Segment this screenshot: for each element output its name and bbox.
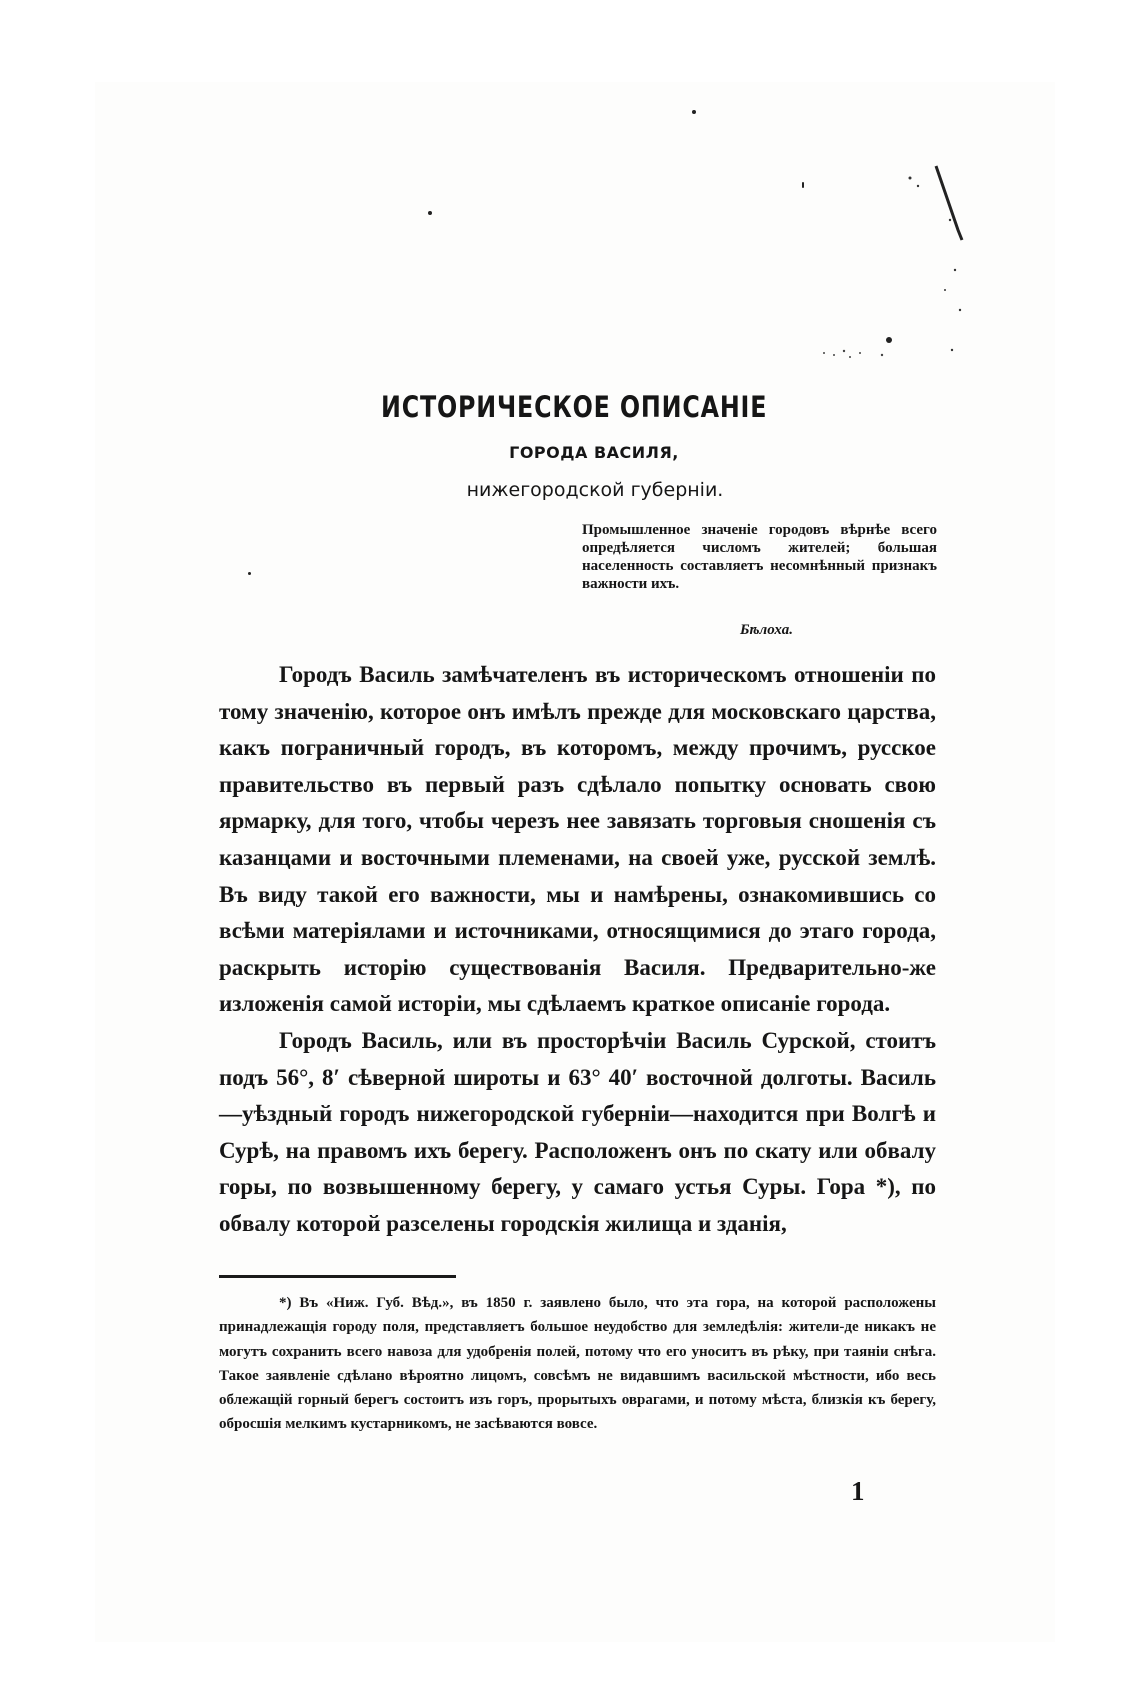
main-text	[219, 657, 936, 1243]
scan-speck	[886, 337, 892, 343]
scan-speck	[692, 110, 696, 114]
scan-speck	[428, 211, 432, 215]
scan-speck	[248, 572, 251, 575]
scan-edge-mark	[900, 160, 980, 380]
footnote	[219, 1291, 936, 1437]
region-text: нижегородской губерніи.	[466, 479, 724, 501]
epigraph-author: Бѣлоха.	[740, 622, 793, 638]
scan-noise	[820, 345, 900, 365]
region-line	[0, 479, 1140, 501]
page-title: ИСТОРИЧЕСКОЕ ОПИСАНІЕ	[380, 390, 768, 424]
page-number: 1	[851, 1476, 865, 1506]
footnote-divider	[219, 1275, 456, 1278]
subtitle-text: ГОРОДА ВАСИЛЯ,	[509, 443, 679, 462]
epigraph: Промышленное значеніе городовъ вѣрнѣе всего опредѣляется числомъ жителей; большая населенность составляетъ несомнѣнный признакъ важности ихъ.	[582, 522, 937, 592]
scan-speck	[802, 182, 804, 188]
subtitle	[0, 443, 1140, 462]
paragraph: Городъ Василь, или въ просторѣчіи Василь Сурской, стоитъ подъ 56°, 8′ сѣверной широты и 63° 40′ восточной долготы. Василь—уѣздный городъ нижегородской губерніи—находится при Волгѣ и Сурѣ, на правомъ ихъ берегу. Расположенъ онъ по скату или обвалу горы, по возвышенному берегу, у самаго устья Суры. Гора *), по обвалу которой разселены городскія жилища и зданія,	[219, 1027, 936, 1236]
paragraph: Городъ Василь замѣчателенъ въ историческомъ отношеніи по тому значенію, которое онъ имѣлъ прежде для московскаго царства, какъ пограничный городъ, въ которомъ, между прочимъ, русское правительство въ первый разъ сдѣлало попытку основать свою ярмарку, для того, чтобы черезъ нее завязать торговыя сношенія съ казанцами и восточными племенами, на своей уже, русской землѣ. Въ виду такой его важности, мы и намѣрены, ознакомившись со всѣми матеріялами и источниками, относящимися до этаго города, раскрыть исторію существованія Василя. Предварительно-же изложенія самой исторіи, мы сдѣлаемъ краткое описаніе города.	[219, 662, 936, 1017]
footnote-text: *) Въ «Ниж. Губ. Вѣд.», въ 1850 г. заявлено было, что эта гора, на которой расположены принадлежащія городу поля, представляетъ большое неудобство для земледѣлія: жители-де никакъ не могутъ сохранить всего навоза для удобренія полей, потому что его уноситъ въ рѣку, при таяніи снѣга. Такое заявленіе сдѣлано вѣроятно лицомъ, совсѣмъ не видавшимъ васильской мѣстности, ибо весь облежащій горный берегъ состоитъ изъ горъ, прорытыхъ оврагами, и потому мѣста, близкія къ берегу, обросшія мелкимъ кустарникомъ, не засѣваются вовсе.	[219, 1295, 936, 1433]
